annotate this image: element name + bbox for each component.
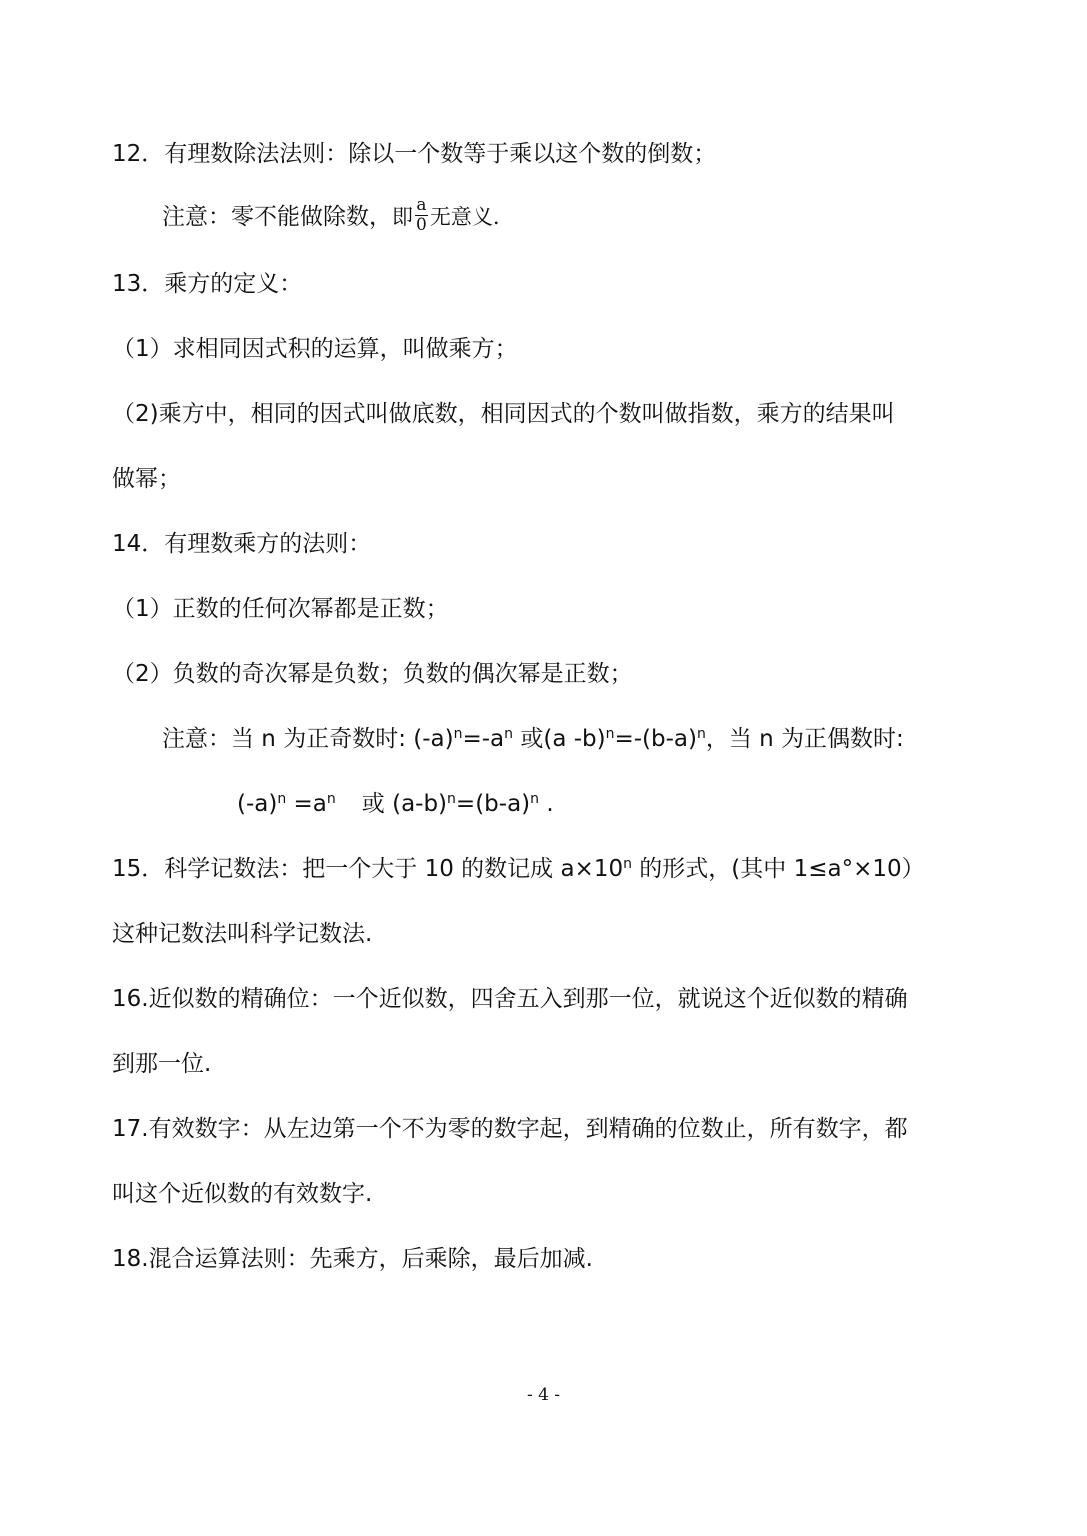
exponent-n: n — [623, 856, 632, 872]
rule-13-item-2-line-2: 做幂； — [112, 466, 181, 492]
exponent-n: n — [326, 791, 336, 807]
rule-13-heading: 13．乘方的定义： — [112, 271, 303, 297]
rule-14-equations — [237, 788, 554, 820]
equation-text: . — [539, 791, 554, 817]
rule-16-line-2: 到那一位. — [112, 1051, 212, 1077]
rule-12-division: 12．有理数除法法则：除以一个数等于乘以这个数的倒数； — [112, 141, 717, 167]
note-meaningless: 无意义. — [429, 205, 500, 229]
exponent-n: n — [504, 726, 514, 742]
rule-14-item-2: （2）负数的奇次幂是负数；负数的偶次幂是正数； — [112, 661, 633, 687]
rule-14-note — [162, 723, 904, 755]
rule-15-line-2: 这种记数法叫科学记数法. — [112, 921, 373, 947]
exponent-n: n — [530, 791, 540, 807]
rule-13-item-1: （1）求相同因式积的运算，叫做乘方； — [112, 336, 518, 362]
rule-14-item-1: （1）正数的任何次幂都是正数； — [112, 596, 449, 622]
exponent-n: n — [447, 791, 456, 807]
rule-17-line-1: 17.有效数字：从左边第一个不为零的数字起，到精确的位数止，所有数字，都 — [112, 1116, 908, 1142]
note-text: 注意：当 n 为正奇数时: (-a) — [162, 726, 454, 752]
exponent-n: n — [696, 726, 706, 742]
note-text: ，当 n 为正偶数时: — [705, 726, 904, 752]
equation-text: 或 (a-b) — [361, 791, 448, 817]
fraction-a-over-0 — [415, 196, 428, 235]
fraction-numerator: a — [416, 195, 427, 215]
note-text: 注意：零不能做除数， — [162, 204, 392, 230]
rule-text: 15．科学记数法：把一个大于 10 的数记成 a×10 — [112, 856, 624, 882]
exponent-n: n — [605, 726, 615, 742]
rule-17-line-2: 叫这个近似数的有效数字. — [112, 1181, 373, 1207]
rule-14-heading: 14．有理数乘方的法则： — [112, 531, 372, 557]
rule-16-line-1: 16.近似数的精确位：一个近似数，四舍五入到那一位，就说这个近似数的精确 — [112, 986, 908, 1012]
equation-text: (-a) — [237, 791, 278, 817]
note-text: 或(a -b) — [513, 726, 606, 752]
exponent-n: n — [453, 726, 463, 742]
rule-12-note — [162, 195, 500, 237]
note-text: =-(b-a) — [614, 726, 697, 752]
fraction-denominator: 0 — [416, 215, 427, 235]
page-number: - 4 - — [526, 1385, 561, 1405]
note-text: =-a — [462, 726, 505, 752]
exponent-n: n — [277, 791, 287, 807]
rule-13-item-2-line-1: （2)乘方中，相同的因式叫做底数，相同因式的个数叫做指数，乘方的结果叫 — [112, 401, 895, 427]
note-ji: 即 — [392, 205, 413, 229]
equation-text: =a — [286, 791, 327, 817]
rule-15-line-1 — [112, 853, 925, 885]
rule-text: 的形式，(其中 1≤a°×10） — [631, 856, 925, 882]
equation-text: =(b-a) — [455, 791, 531, 817]
rule-18: 18.混合运算法则：先乘方，后乘除，最后加减. — [112, 1246, 593, 1272]
